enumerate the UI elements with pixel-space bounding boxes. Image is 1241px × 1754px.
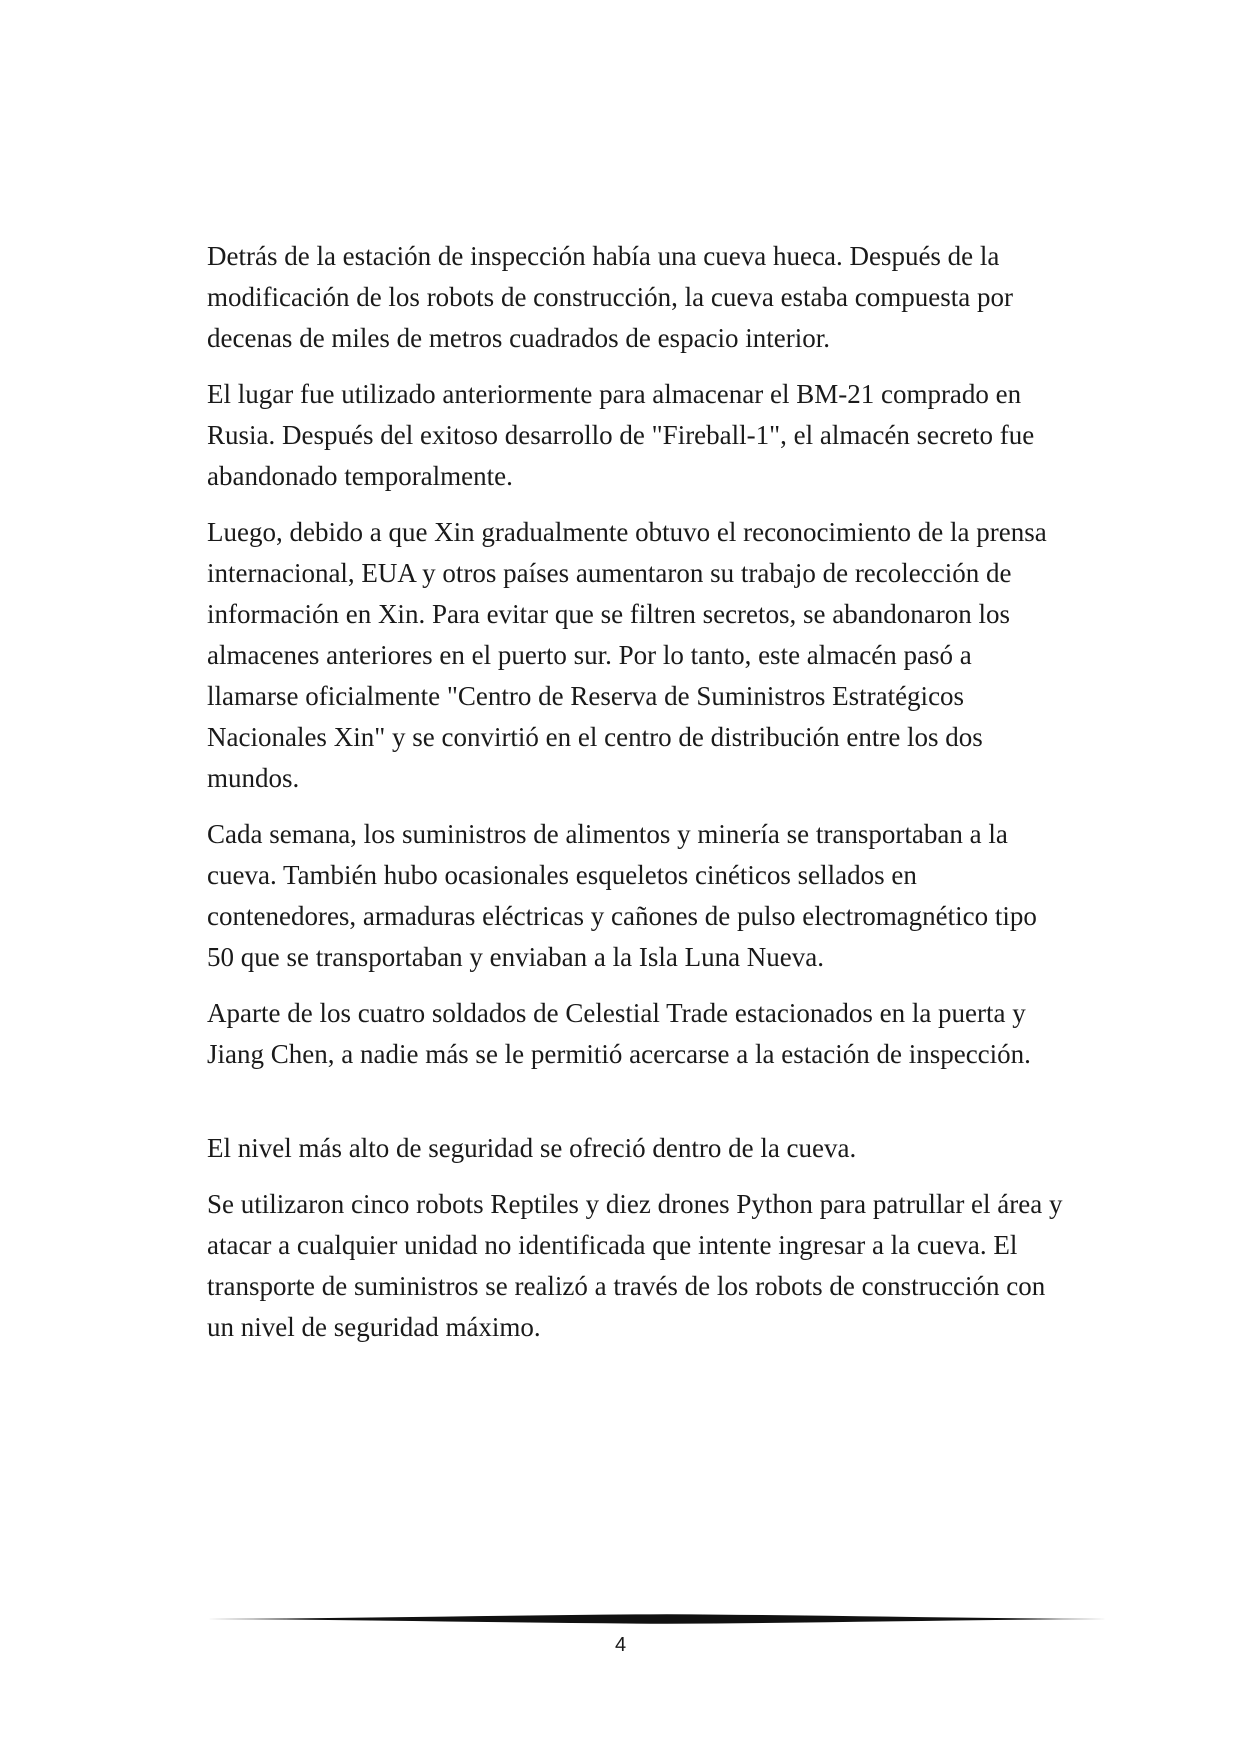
- footer-divider: [207, 1612, 1107, 1626]
- page-number: 4: [614, 1634, 627, 1656]
- paragraph-3: Luego, debido a que Xin gradualmente obtuvo el reconocimiento de la prensa internacional, EUA y otros países aumentaron su trabajo de recolección de información en Xin. Para evitar que se filtren secretos, se abandonaron los almacenes anteriores en el puerto sur. Por lo tanto, este almacén pasó a llamarse oficialmente "Centro de Reserva de Suministros Estratégicos Nacionales Xin" y se convirtió en el centro de distribución entre los dos mundos.: [207, 517, 1047, 793]
- body-text: [207, 236, 1067, 1363]
- paragraph-6: El nivel más alto de seguridad se ofreció dentro de la cueva.: [207, 1133, 857, 1163]
- paragraph-7: Se utilizaron cinco robots Reptiles y diez drones Python para patrullar el área y atacar a cualquier unidad no identificada que intente ingresar a la cueva. El transporte de suministros se realizó a través de los robots de construcción con un nivel de seguridad máximo.: [207, 1189, 1063, 1342]
- paragraph-5: Aparte de los cuatro soldados de Celestial Trade estacionados en la puerta y Jiang Chen, a nadie más se le permitió acercarse a la estación de inspección.: [207, 998, 1031, 1069]
- paragraph-4: Cada semana, los suministros de alimentos y minería se transportaban a la cueva. También hubo ocasionales esqueletos cinéticos sellados en contenedores, armaduras eléctricas y cañones de pulso electromagnético tipo 50 que se transportaban y enviaban a la Isla Luna Nueva.: [207, 819, 1037, 972]
- paragraph-1: Detrás de la estación de inspección había una cueva hueca. Después de la modificación de los robots de construcción, la cueva estaba compuesta por decenas de miles de metros cuadrados de espacio interior.: [207, 241, 1013, 353]
- paragraph-2: El lugar fue utilizado anteriormente para almacenar el BM-21 comprado en Rusia. Después del exitoso desarrollo de "Fireball-1", el almacén secreto fue abandonado temporalmente.: [207, 379, 1035, 491]
